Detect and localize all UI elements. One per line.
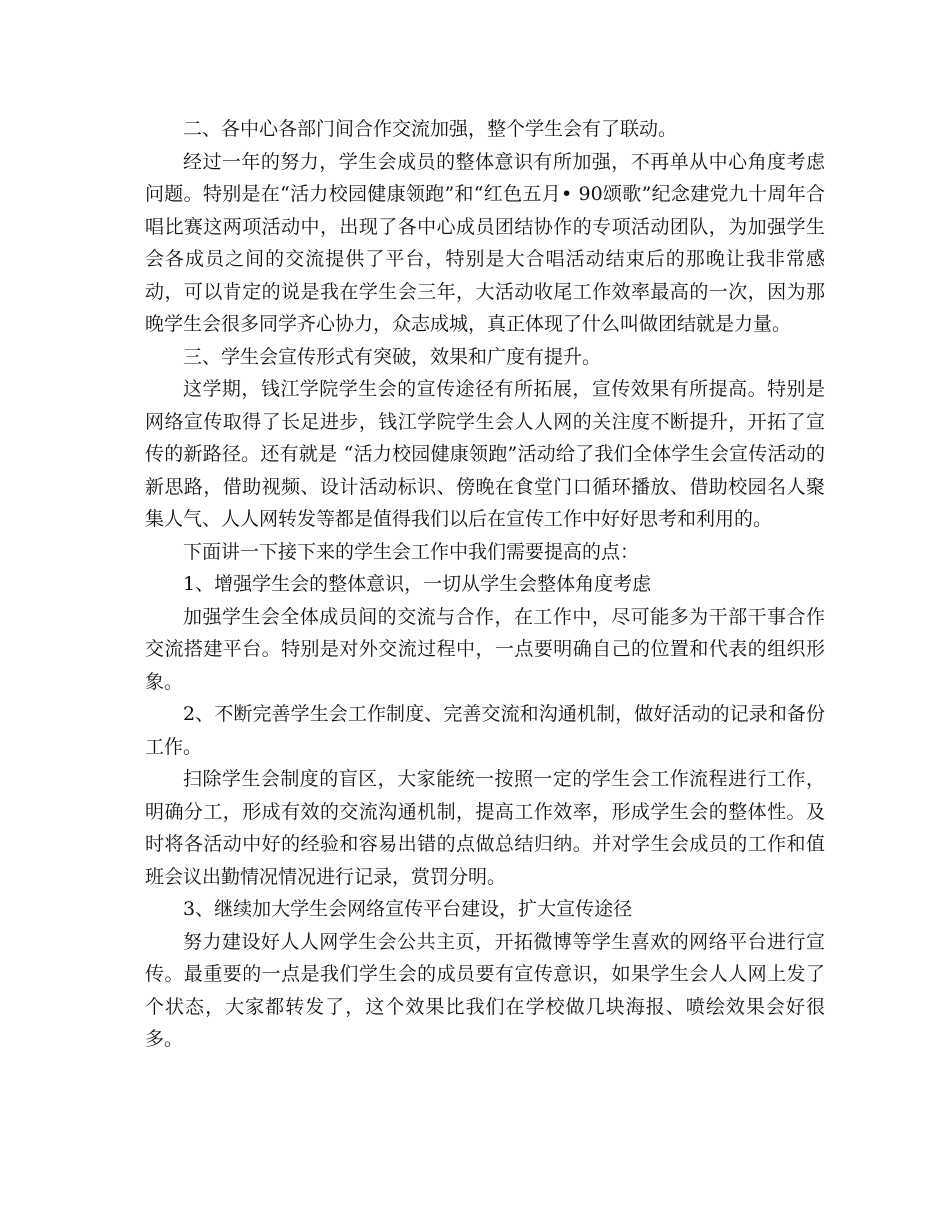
heading-point-1: 1、增强学生会的整体意识，一切从学生会整体角度考虑 — [183, 573, 652, 595]
heading-point-2: 2、不断完善学生会工作制度、完善交流和沟通机制，做好活动的记录和备份工作。 — [145, 703, 825, 758]
paragraph-publicity: 这学期，钱江学院学生会的宣传途径有所拓展，宣传效果有所提高。特别是网络宣传取得了长足进步，钱江学院学生会人人网的关注度不断提升，开拓了宣传的新路径。还有就是 “活力校园健康领跑”活动给了我们全体学生会宣传活动的新思路，借助视频、设计活动标识、傍晚在食堂门口循环播放、借助校园名人聚集人气、人人网转发等都是值得我们以后在宣传工作中好好思考和利用的。 — [145, 378, 825, 530]
paragraph-cooperation: 经过一年的努力，学生会成员的整体意识有所加强，不再单从中心角度考虑问题。特别是在“活力校园健康领跑”和“红色五月• 90颂歌”纪念建党九十周年合唱比赛这两项活动中，出现了各中心成员团结协作的专项活动团队，为加强学生会各成员之间的交流提供了平台，特别是大合唱活动结束后的那晚让我非常感动，可以肯定的说是我在学生会三年，大活动收尾工作效率最高的一次，因为那晚学生会很多同学齐心协力，众志成城，真正体现了什么叫做团结就是力量。 — [145, 150, 825, 335]
intro-improvements: 下面讲一下接下来的学生会工作中我们需要提高的点： — [183, 540, 640, 563]
heading-cooperation: 二、各中心各部门间合作交流加强，整个学生会有了联动。 — [183, 118, 678, 140]
paragraph-point-1: 加强学生会全体成员间的交流与合作，在工作中，尽可能多为干部干事合作交流搭建平台。特别是对外交流过程中，一点要明确自己的位置和代表的组织形象。 — [145, 605, 825, 693]
paragraph-point-3: 努力建设好人人网学生会公共主页，开拓微博等学生喜欢的网络平台进行宣传。最重要的一点是我们学生会的成员要有宣传意识，如果学生会人人网上发了个状态，大家都转发了，这个效果比我们在学校做几块海报、喷绘效果会好很多。 — [145, 930, 825, 1050]
heading-point-3: 3、继续加大学生会网络宣传平台建设，扩大宣传途径 — [183, 898, 633, 920]
paragraph-point-2: 扫除学生会制度的盲区，大家能统一按照一定的学生会工作流程进行工作，明确分工，形成有效的交流沟通机制，提高工作效率，形成学生会的整体性。及时将各活动中好的经验和容易出错的点做总结归纳。并对学生会成员的工作和值班会议出勤情况情况进行记录，赏罚分明。 — [145, 768, 825, 888]
document-body — [145, 113, 825, 1056]
heading-publicity: 三、学生会宣传形式有突破，效果和广度有提升。 — [183, 345, 602, 368]
